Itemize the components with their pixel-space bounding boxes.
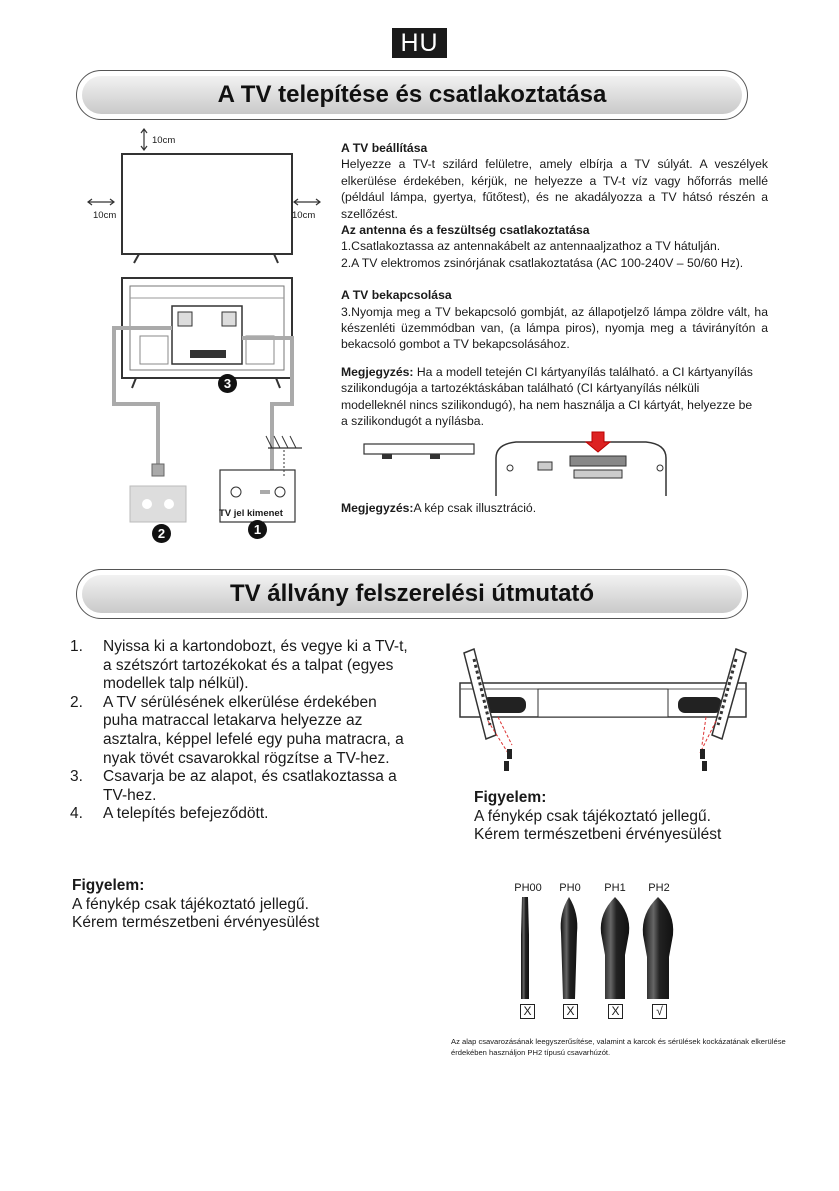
tv-signal-label: TV jel kimenet: [219, 508, 283, 519]
attention-note-left: Figyelem: A fénykép csak tájékoztató jellegű. Kérem természetbeni érvényesülést: [72, 877, 320, 932]
screwdriver-mark: X: [563, 1004, 578, 1019]
section-title: A TV telepítése és csatlakoztatása: [217, 81, 607, 108]
power-heading: A TV bekapcsolása: [341, 288, 452, 303]
screwdriver-mark: X: [608, 1004, 623, 1019]
note-ci-slot: Megjegyzés: Ha a modell tetején CI kártyanyílás található. a CI kártyanyílás szilikondugója a tartozéktáskában található (CI kártyanyílás nélküli modelleknél nincs szilikondugó), ha nem használja a CI kártyát, helyezze be a szilikondugót a nyílásba.: [341, 364, 753, 429]
list-item: 2. A TV sérülésének elkerülése érdekében puha matraccal letakarva helyezze az asztalra, képpel lefelé egy puha matracra, a nyak tövét csavarokkal rögzítse a TV-hez.: [70, 693, 404, 767]
antenna-heading: Az antenna és a feszültség csatlakoztatása: [341, 223, 590, 238]
callout-2: 2: [152, 524, 171, 543]
list-item: 1. Nyissa ki a kartondobozt, és vegye ki a TV-t, a szétszórt tartozékokat és a talpat (egyes modellek talp nélkül).: [70, 638, 408, 693]
screwdriver-label: PH2: [648, 882, 670, 894]
screwdriver-bits-illustration: [505, 895, 685, 1000]
list-item: 3. Csavarja be az alapot, és csatlakoztassa a TV-hez.: [70, 768, 397, 804]
stand-assembly-diagram: [452, 645, 757, 780]
callout-1: 1: [248, 520, 267, 539]
setup-text: Helyezze a TV-t szilárd felületre, amely elbírja a TV súlyát. A veszélyek elkerülése érdekében, kérjük, ne helyezze a TV-t víz vagy hőforrás mellé (például lámpa, gyertya, fűtőtest), és ne akadályozza a TV hátsó részén a szellőzést.: [341, 157, 768, 221]
dim-left-label: 10cm: [93, 210, 117, 221]
power-text: 3.Nyomja meg a TV bekapcsoló gombját, az állapotjelző lámpa zöldre vált, ha készenléti üzemmódban van, (a lámpa piros), nyomja meg a távirányítón a bekacsoló gombot a TV bekapcsolásához.: [341, 304, 768, 352]
stand-steps-list: [70, 638, 415, 824]
antenna-step-2: 2.A TV elektromos zsinórjának csatlakoztatása (AC 100-240V – 50/60 Hz).: [341, 255, 744, 270]
screwdriver-label: PH0: [559, 882, 581, 894]
setup-heading: A TV beállítása: [341, 141, 428, 155]
tv-clearance-diagram: [84, 126, 324, 266]
footnote: Az alap csavarozásának leegyszerűsítése, valamint a karcok és sérülések kockázatának elkerülése érdekében használjon PH2 típusú csavarhúzót.: [451, 1037, 786, 1057]
section-banner-stand: [76, 569, 748, 619]
section-title: TV állvány felszerelési útmutató: [229, 580, 595, 607]
dim-right-label: 10cm: [292, 210, 316, 221]
language-badge: HU: [392, 28, 447, 58]
section-banner-installation: [76, 70, 748, 120]
list-item: 4. A telepítés befejeződött.: [70, 805, 269, 823]
dim-top-label: 10cm: [152, 135, 176, 146]
antenna-step-1: 1.Csatlakoztassa az antennakábelt az antennaaljzathoz a TV hátulján.: [341, 239, 721, 254]
callout-3: 3: [218, 374, 237, 393]
screwdriver-mark: X: [520, 1004, 535, 1019]
note-illustration: Megjegyzés:A kép csak illusztráció.: [341, 501, 537, 515]
screwdriver-label: PH1: [604, 882, 626, 894]
screwdriver-mark: √: [652, 1004, 667, 1019]
installation-text: [341, 140, 768, 430]
tv-connection-diagram: [100, 276, 315, 546]
attention-note-right: Figyelem: A fénykép csak tájékoztató jellegű. Kérem természetbeni érvényesülést: [474, 789, 722, 844]
screwdriver-label: PH00: [514, 882, 542, 894]
ci-slot-diagram: [360, 430, 670, 500]
